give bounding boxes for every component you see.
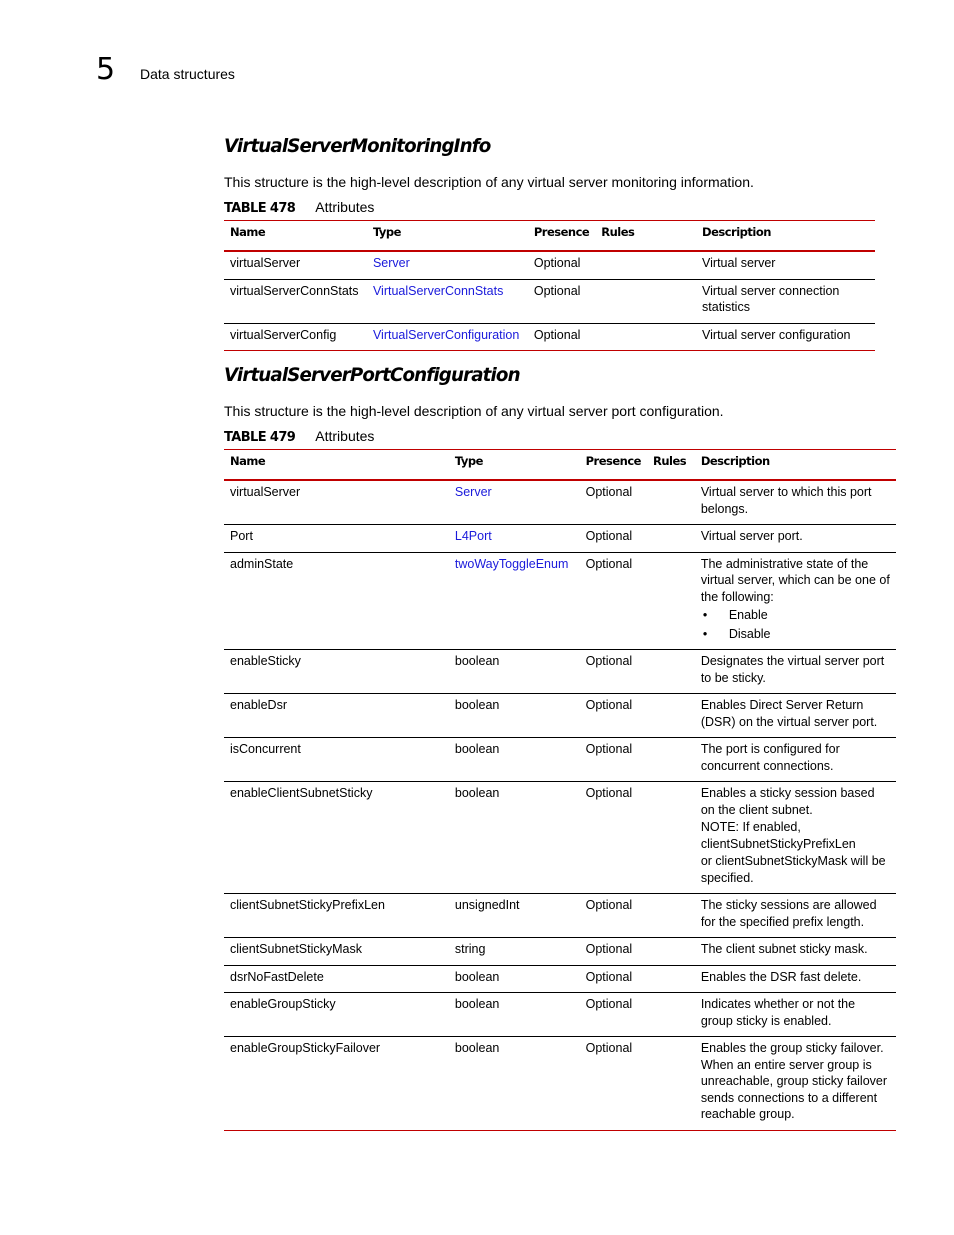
column-header: Name — [224, 221, 367, 252]
attribute-presence: Optional — [528, 323, 595, 351]
attribute-presence: Optional — [580, 552, 647, 650]
attribute-rules — [647, 552, 695, 650]
attribute-type: string — [449, 938, 580, 966]
attribute-rules — [595, 251, 696, 279]
table-row — [224, 738, 896, 782]
attribute-name: clientSubnetStickyPrefixLen — [224, 894, 449, 938]
section-title: VirtualServerPortConfiguration — [224, 364, 520, 386]
table-header-row — [224, 221, 875, 252]
table-label: Attributes — [315, 428, 375, 444]
chapter-title: Data structures — [140, 66, 235, 82]
attribute-type: boolean — [449, 993, 580, 1037]
attribute-description: Enables the DSR fast delete. — [695, 965, 896, 993]
attribute-presence: Optional — [580, 965, 647, 993]
attribute-name: isConcurrent — [224, 738, 449, 782]
table-row — [224, 650, 896, 694]
column-header: Description — [695, 450, 896, 481]
attribute-rules — [647, 993, 695, 1037]
section-title: VirtualServerMonitoringInfo — [224, 135, 491, 157]
attribute-rules — [647, 965, 695, 993]
attribute-type: boolean — [449, 694, 580, 738]
table-header-row — [224, 450, 896, 481]
attribute-description-cell — [695, 782, 896, 894]
attribute-type-link[interactable]: VirtualServerConfiguration — [367, 323, 528, 351]
chapter-number: 5 — [96, 52, 116, 87]
attribute-presence: Optional — [528, 251, 595, 279]
attribute-description: Enables the group sticky failover. When an entire server group is unreachable, group sticky failover sends connections to a different reachable group. — [695, 1037, 896, 1131]
attribute-presence: Optional — [580, 650, 647, 694]
attribute-presence: Optional — [580, 738, 647, 782]
attribute-description: Enables a sticky session based on the client subnet. — [700, 786, 875, 817]
attribute-description: Virtual server — [696, 251, 875, 279]
attribute-description: The sticky sessions are allowed for the specified prefix length. — [695, 894, 896, 938]
attributes-table — [224, 220, 875, 351]
attribute-rules — [647, 694, 695, 738]
attribute-rules — [647, 1037, 695, 1131]
attribute-name: virtualServer — [224, 251, 367, 279]
attribute-presence: Optional — [528, 279, 595, 323]
attribute-type-link[interactable]: L4Port — [449, 525, 580, 553]
table-row — [224, 1037, 896, 1131]
attribute-rules — [595, 323, 696, 351]
attribute-type: boolean — [449, 1037, 580, 1131]
table-row — [224, 525, 896, 553]
column-header: Description — [696, 221, 875, 252]
table-row — [224, 993, 896, 1037]
table-row — [224, 782, 896, 894]
table-row — [224, 323, 875, 351]
column-header: Type — [367, 221, 528, 252]
attribute-name: virtualServer — [224, 480, 449, 525]
attribute-presence: Optional — [580, 694, 647, 738]
attribute-type-link[interactable]: VirtualServerConnStats — [367, 279, 528, 323]
attribute-name: enableDsr — [224, 694, 449, 738]
attribute-name: dsrNoFastDelete — [224, 965, 449, 993]
enum-value: • Enable — [701, 607, 890, 624]
table-row — [224, 552, 896, 650]
table-row — [224, 894, 896, 938]
table-caption — [224, 198, 374, 218]
attribute-note-continued: or clientSubnetStickyMask will be specified. — [700, 854, 886, 885]
column-header: Presence — [580, 450, 647, 481]
attribute-type: boolean — [449, 650, 580, 694]
attribute-description: The client subnet sticky mask. — [695, 938, 896, 966]
enum-value-list — [701, 607, 890, 642]
table-row — [224, 965, 896, 993]
attribute-presence: Optional — [580, 782, 647, 894]
attribute-presence: Optional — [580, 480, 647, 525]
table-row — [224, 480, 896, 525]
column-header: Type — [449, 450, 580, 481]
attribute-presence: Optional — [580, 525, 647, 553]
table-row — [224, 279, 875, 323]
section-description: This structure is the high-level description of any virtual server monitoring information. — [224, 174, 754, 190]
attribute-description: Virtual server port. — [695, 525, 896, 553]
attribute-name: enableGroupSticky — [224, 993, 449, 1037]
column-header: Name — [224, 450, 449, 481]
attribute-presence: Optional — [580, 1037, 647, 1131]
table-label: Attributes — [315, 199, 375, 215]
attribute-description-cell — [695, 552, 896, 650]
attribute-presence: Optional — [580, 894, 647, 938]
enum-value: • Disable — [701, 626, 890, 643]
section-description: This structure is the high-level description of any virtual server port configuration. — [224, 403, 724, 419]
attribute-name: enableSticky — [224, 650, 449, 694]
attribute-rules — [647, 894, 695, 938]
attribute-rules — [647, 480, 695, 525]
attribute-name: virtualServerConfig — [224, 323, 367, 351]
table-number: TABLE 478 — [224, 201, 296, 216]
attribute-description: Indicates whether or not the group sticky is enabled. — [695, 993, 896, 1037]
attribute-presence: Optional — [580, 938, 647, 966]
attribute-name: enableClientSubnetSticky — [224, 782, 449, 894]
column-header: Rules — [647, 450, 695, 481]
table-number: TABLE 479 — [224, 430, 296, 445]
column-header: Rules — [595, 221, 696, 252]
table-row — [224, 694, 896, 738]
table-row — [224, 251, 875, 279]
attribute-name: adminState — [224, 552, 449, 650]
attribute-rules — [647, 525, 695, 553]
attribute-description: The port is configured for concurrent connections. — [695, 738, 896, 782]
attributes-table — [224, 449, 896, 1131]
attribute-description: The administrative state of the virtual server, which can be one of the following: — [700, 556, 890, 604]
attribute-type: boolean — [449, 965, 580, 993]
attribute-description: Virtual server connection statistics — [696, 279, 875, 323]
column-header: Presence — [528, 221, 595, 252]
attribute-type: boolean — [449, 738, 580, 782]
attribute-rules — [647, 782, 695, 894]
attribute-description: Designates the virtual server port to be sticky. — [695, 650, 896, 694]
attribute-type: boolean — [449, 782, 580, 894]
attribute-rules — [595, 279, 696, 323]
attribute-rules — [647, 738, 695, 782]
attribute-name: Port — [224, 525, 449, 553]
attribute-rules — [647, 650, 695, 694]
attribute-description: Virtual server to which this port belongs. — [695, 480, 896, 525]
attribute-name: clientSubnetStickyMask — [224, 938, 449, 966]
table-row — [224, 938, 896, 966]
attribute-note: NOTE: If enabled, clientSubnetStickyPrefixLen — [700, 820, 856, 851]
attribute-presence: Optional — [580, 993, 647, 1037]
attribute-name: virtualServerConnStats — [224, 279, 367, 323]
attribute-description: Virtual server configuration — [696, 323, 875, 351]
attribute-type: unsignedInt — [449, 894, 580, 938]
attribute-type-link[interactable]: twoWayToggleEnum — [449, 552, 580, 650]
attribute-description: Enables Direct Server Return (DSR) on the virtual server port. — [695, 694, 896, 738]
attribute-type-link[interactable]: Server — [367, 251, 528, 279]
table-caption — [224, 427, 374, 447]
attribute-rules — [647, 938, 695, 966]
attribute-name: enableGroupStickyFailover — [224, 1037, 449, 1131]
attribute-type-link[interactable]: Server — [449, 480, 580, 525]
